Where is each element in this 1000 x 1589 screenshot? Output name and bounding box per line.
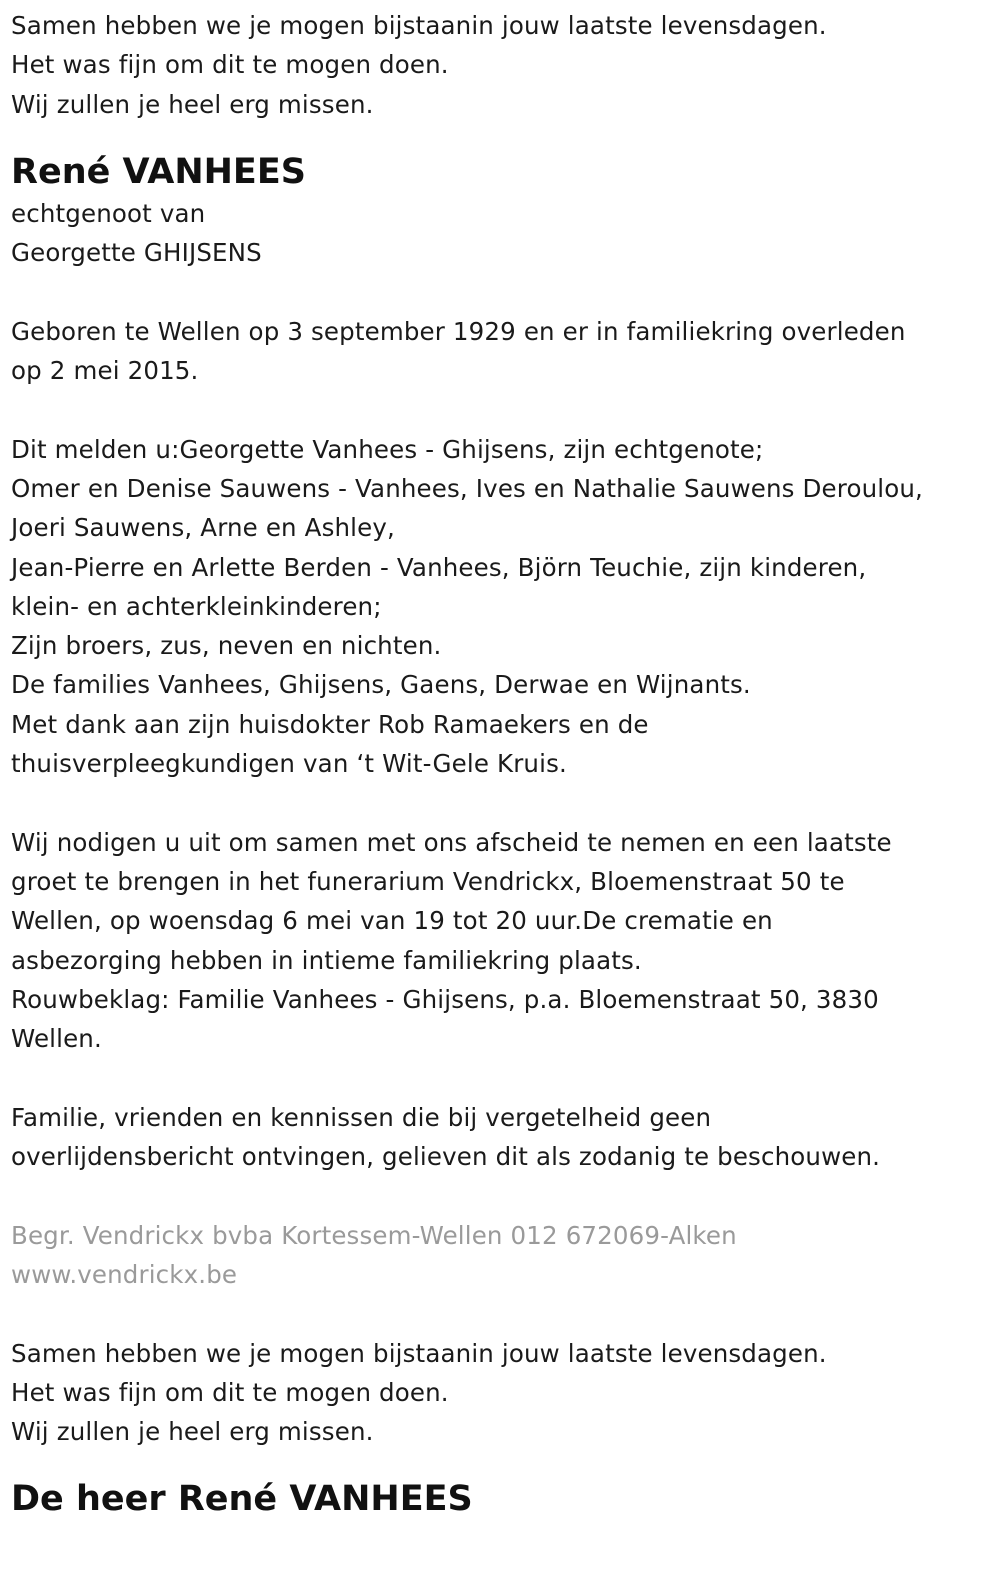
paragraph-line: asbezorging hebben in intieme familiekring plaats. — [11, 945, 642, 975]
birth-death-paragraph — [11, 312, 989, 391]
poem-line: Het was fijn om dit te mogen doen. — [11, 1377, 449, 1407]
paragraph-line: Wellen. — [11, 1024, 102, 1054]
paragraph-line: Omer en Denise Sauwens - Vanhees, Ives en Nathalie Sauwens Deroulou, — [11, 473, 923, 503]
paragraph-line: groet te brengen in het funerarium Vendrickx, Bloemenstraat 50 te — [11, 866, 845, 896]
intro-poem — [11, 6, 989, 124]
funeral-home-website-link[interactable]: www.vendrickx.be — [11, 1259, 238, 1289]
deceased-name: René VANHEES — [11, 151, 306, 192]
poem-line: Samen hebben we je mogen bijstaanin jouw laatste levensdagen. — [11, 1338, 827, 1368]
relation-line: echtgenoot van — [11, 198, 206, 228]
paragraph-line: overlijdensbericht ontvingen, gelieven dit als zodanig te beschouwen. — [11, 1142, 881, 1172]
spouse-name: Georgette GHIJSENS — [11, 238, 262, 268]
paragraph-line: Joeri Sauwens, Arne en Ashley, — [11, 513, 395, 543]
paragraph-line: Familie, vrienden en kennissen die bij vergetelheid geen — [11, 1102, 712, 1132]
poem-line: Het was fijn om dit te mogen doen. — [11, 50, 449, 80]
spouse-relation — [11, 194, 989, 273]
paragraph-line: Geboren te Wellen op 3 september 1929 en er in familiekring overleden — [11, 316, 906, 346]
poem-line: Wij zullen je heel erg missen. — [11, 89, 374, 119]
notice-paragraph — [11, 1098, 989, 1177]
paragraph-line: Met dank aan zijn huisdokter Rob Ramaekers en de — [11, 709, 649, 739]
family-paragraph — [11, 430, 989, 784]
paragraph-line: klein- en achterkleinkinderen; — [11, 591, 382, 621]
poem-line: Wij zullen je heel erg missen. — [11, 1417, 374, 1447]
funeral-home-line: Begr. Vendrickx bvba Kortessem-Wellen 012 672069-Alken — [11, 1220, 737, 1250]
spacer — [11, 1176, 989, 1215]
paragraph-line: Zijn broers, zus, neven en nichten. — [11, 631, 442, 661]
spacer — [11, 783, 989, 822]
spacer — [11, 1058, 989, 1097]
poem-line: Samen hebben we je mogen bijstaanin jouw laatste levensdagen. — [11, 11, 827, 40]
paragraph-line: Jean-Pierre en Arlette Berden - Vanhees, Björn Teuchie, zijn kinderen, — [11, 552, 867, 582]
paragraph-line: De families Vanhees, Ghijsens, Gaens, Derwae en Wijnants. — [11, 670, 751, 700]
funeral-home-info — [11, 1216, 989, 1295]
spacer — [11, 390, 989, 429]
invitation-paragraph — [11, 823, 989, 1059]
paragraph-line: Wij nodigen u uit om samen met ons afscheid te nemen en een laatste — [11, 827, 892, 857]
spacer — [11, 272, 989, 311]
spacer — [11, 1294, 989, 1333]
paragraph-line: Wellen, op woensdag 6 mei van 19 tot 20 uur.De crematie en — [11, 906, 773, 936]
paragraph-line: Dit melden u:Georgette Vanhees - Ghijsens, zijn echtgenote; — [11, 434, 764, 464]
paragraph-line: thuisverpleegkundigen van ‘t Wit-Gele Kruis. — [11, 749, 567, 779]
paragraph-line: Rouwbeklag: Familie Vanhees - Ghijsens, p.a. Bloemenstraat 50, 3830 — [11, 984, 879, 1014]
paragraph-line: op 2 mei 2015. — [11, 356, 199, 386]
second-heading: De heer René VANHEES — [11, 1479, 473, 1520]
closing-poem — [11, 1334, 989, 1452]
